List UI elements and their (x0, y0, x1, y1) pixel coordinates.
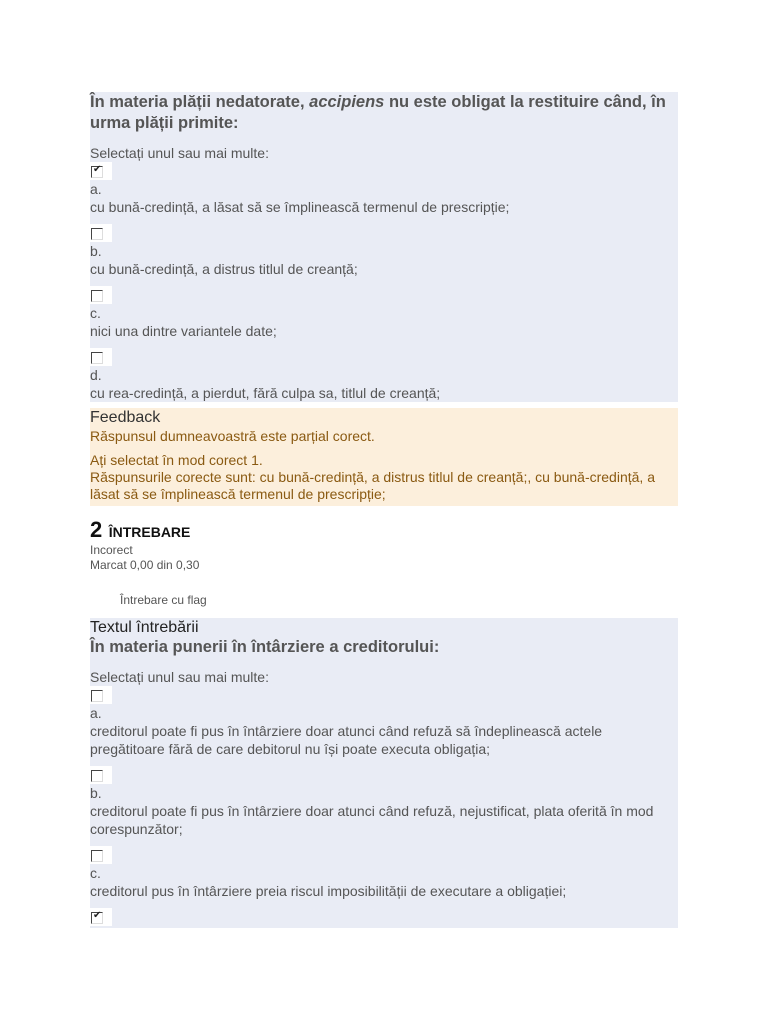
option-d (90, 908, 678, 926)
option-text: creditorul poate fi pus în întârziere doar atunci când refuză, nejustificat, plata oferită în mod corespunzător; (90, 803, 654, 837)
question-status: Incorect (90, 543, 133, 557)
question-2-title: În materia punerii în întârziere a creditorului: (90, 638, 440, 656)
option-text: nici una dintre variantele date; (90, 323, 277, 339)
select-prompt: Selectați unul sau mai multe: (90, 145, 269, 161)
question-text-label: Textul întrebării (90, 619, 199, 636)
option-letter: b. (90, 243, 102, 259)
checkbox-wrap (90, 348, 112, 366)
option-c-checkbox[interactable] (91, 850, 103, 862)
option-c (90, 846, 678, 900)
feedback-line: Ați selectat în mod corect 1. (90, 452, 263, 468)
question-2-header (90, 517, 190, 543)
title-text: În materia plății nedatorate, (90, 93, 310, 111)
option-text: cu rea-credință, a pierdut, fără culpa sa, titlul de creanță; (90, 385, 441, 401)
question-1-panel (90, 92, 678, 402)
feedback-line: Răspunsul dumneavoastră este parțial corect. (90, 428, 375, 444)
option-text: cu bună-credință, a distrus titlul de creanță; (90, 261, 358, 277)
checkbox-wrap (90, 286, 112, 304)
option-text: creditorul poate fi pus în întârziere doar atunci când refuză să îndeplinească actele pregătitoare fără de care debitorul nu își poate executa obligația; (90, 723, 603, 757)
question-number: 2 (90, 517, 103, 542)
option-b (90, 766, 678, 838)
option-d (90, 348, 678, 402)
option-a (90, 686, 678, 758)
option-letter: c. (90, 305, 101, 321)
option-d-checkbox[interactable] (91, 912, 103, 924)
question-1-title (90, 92, 678, 134)
option-a-checkbox[interactable] (91, 690, 103, 702)
option-a-checkbox[interactable] (91, 166, 103, 178)
feedback-correct-answers: Răspunsurile corecte sunt: cu bună-credință, a distrus titlul de creanță;, cu bună-credință, a lăsat să se împlinească termenul de prescripție; (90, 469, 655, 502)
checkbox-wrap (90, 846, 112, 864)
question-2-panel (90, 618, 678, 928)
option-letter: c. (90, 865, 101, 881)
checkbox-wrap (90, 224, 112, 242)
option-text: cu bună-credință, a lăsat să se împlinească termenul de prescripție; (90, 199, 510, 215)
option-c (90, 286, 678, 340)
title-emphasis: accipiens (309, 93, 385, 111)
question-2-meta (90, 543, 199, 573)
option-c-checkbox[interactable] (91, 290, 103, 302)
flag-question-link[interactable]: Întrebare cu flag (120, 593, 207, 607)
option-b-checkbox[interactable] (91, 228, 103, 240)
option-a (90, 162, 678, 216)
title-text: nu este obligat la restituire când, în urma plății primite: (90, 93, 666, 132)
option-letter: d. (90, 367, 102, 383)
option-letter: b. (90, 785, 102, 801)
checkbox-wrap (90, 162, 112, 180)
feedback-panel (90, 408, 678, 506)
checkbox-wrap (90, 766, 112, 784)
option-letter: a. (90, 181, 102, 197)
option-text: creditorul pus în întârziere preia riscul imposibilității de executare a obligației; (90, 883, 567, 899)
option-b (90, 224, 678, 278)
checkbox-wrap (90, 908, 112, 926)
option-d-checkbox[interactable] (91, 352, 103, 364)
question-label: ÎNTREBARE (108, 524, 191, 540)
question-mark: Marcat 0,00 din 0,30 (90, 558, 200, 572)
option-b-checkbox[interactable] (91, 770, 103, 782)
option-letter: a. (90, 705, 102, 721)
checkbox-wrap (90, 686, 112, 704)
feedback-heading: Feedback (90, 409, 161, 426)
select-prompt: Selectați unul sau mai multe: (90, 669, 269, 685)
